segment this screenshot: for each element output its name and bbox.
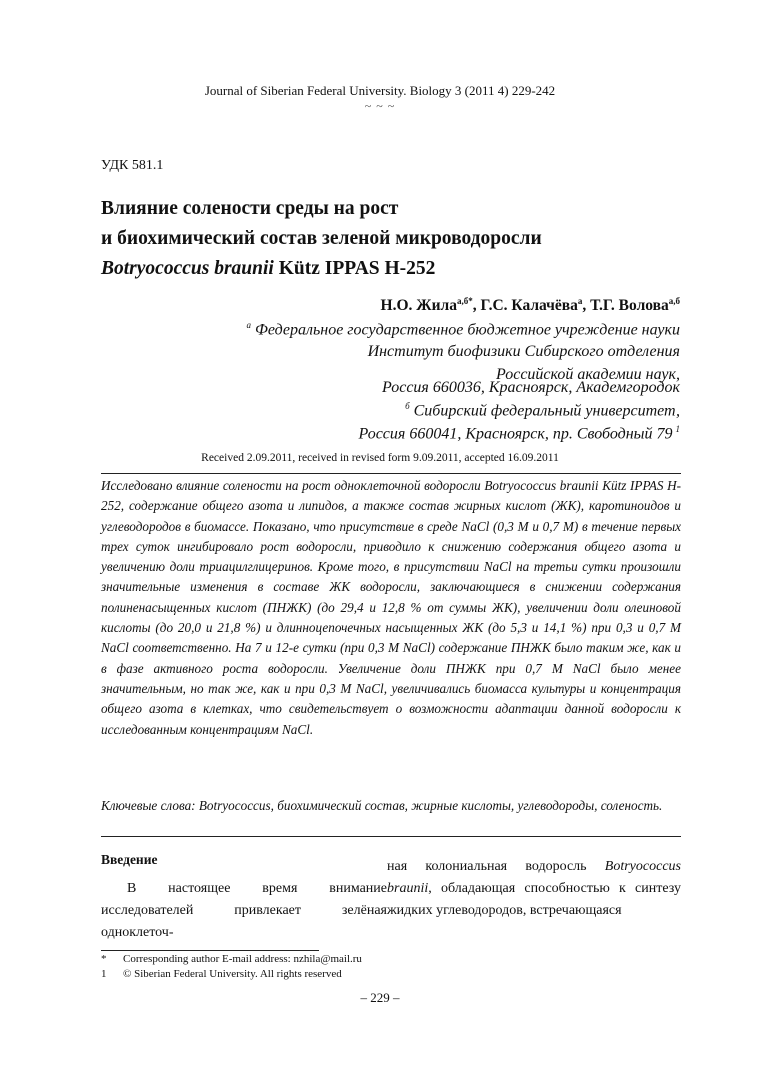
affiliation-line-1 (247, 320, 680, 339)
intro-right-pre: ная колониальная водоросль (387, 859, 605, 874)
affiliation-line-5 (405, 401, 680, 420)
received-dates: Received 2.09.2011, received in revised form 9.09.2011, accepted 16.09.2011 (201, 452, 559, 464)
affiliation-mark-a: а (246, 320, 252, 330)
author-2-affil: а (577, 296, 583, 306)
journal-header: Journal of Siberian Federal University. Biology 3 (2011 4) 229-242 (204, 83, 556, 98)
footnote-copyright (101, 968, 342, 980)
affiliation-mark-b: б (405, 401, 410, 411)
intro-species: Botryococcus braunii (387, 859, 681, 896)
divider-bottom (101, 836, 681, 837)
affiliation-line-3: Российской академии наук, (496, 366, 680, 383)
abstract: Исследовано влияние солености на рост одноклеточной водоросли Botryococcus braunii Kütz IPPAS H-252, содержание общего азота и липидов, а также состав жирных кислот (ЖК), каротиноидов и углеводородов в биомассе. Показано, что присутствие в среде NaCl (0,3 М и 0,7 М) в течение первых трех суток ингибировало рост водоросли, приводило к снижению содержания общего азота и увеличению доли триацилглицеринов. Кроме того, в присутствии NaCl на третьи сутки произошли значительные изменения в составе ЖК водоросли, заключающиеся в снижении содержания полиненасыщенных кислот (ПНЖК) (до 29,4 и 12,8 % от суммы ЖК), увеличении доли олеиновой кислоты (до 20,0 и 21,8 %) и длинноцепочечных насыщенных ЖК (до 5,3 и 14,1 %) при 0,3 и 0,7 М NaCl соответственно. На 7 и 12-е сутки (при 0,3 М NaCl) содержание ПНЖК было таким же, как и в фазе активного роста водоросли. Увеличение доли ПНЖК при 0,7 М NaCl было менее значительным, но так же, как и при 0,3 М NaCl, увеличивались биомасса культуры и концентрация общего азота в клетках, что свидетельствует о возможности адаптации данной водоросли к исследованным концентрациям NaCl. (101, 478, 681, 737)
title-line-1: Влияние солености среды на рост (101, 198, 399, 219)
footnote-email: Corresponding author E-mail address: nzhila@mail.ru (123, 953, 362, 965)
footnote-divider (101, 950, 319, 951)
intro-right-post: , обладающая способностью к синтезу жидких углеводородов, встречающаяся (387, 881, 681, 918)
footnote-corresponding (101, 953, 362, 965)
title-species: Botryococcus braunii (101, 258, 274, 279)
affiliation-text-5: Сибирский федеральный университет, (409, 402, 680, 420)
intro-right-column (387, 856, 681, 922)
author-1: Н.О. Жила (380, 297, 457, 315)
author-3: , Т.Г. Волова (582, 297, 669, 315)
udc-code: УДК 581.1 (101, 158, 164, 173)
page-number: – 229 – (360, 990, 400, 1005)
affiliation-line-2: Институт биофизики Сибирского отделения (367, 343, 680, 360)
title-line-2: и биохимический состав зеленой микроводоросли (101, 228, 542, 249)
author-2: , Г.С. Калачёва (472, 297, 578, 315)
affiliation-text-1: Федеральное государственное бюджетное учреждение науки (251, 321, 680, 339)
keywords: Ключевые слова: Botryococcus, биохимический состав, жирные кислоты, углеводороды, соленость. (101, 798, 663, 813)
footnote-mark-star: * (101, 953, 107, 965)
affiliation-text-6: Россия 660041, Красноярск, пр. Свободный 79 (358, 425, 673, 443)
footnote-mark-1: 1 (101, 968, 107, 980)
author-1-affil: а,б* (456, 296, 473, 306)
intro-left-column: В настоящее время внимание исследователей привлекает зелёная одноклеточ- (101, 881, 387, 940)
divider-top (101, 473, 681, 474)
affiliation-line-6 (359, 424, 681, 443)
title-strain: Kütz IPPAS H-252 (273, 258, 436, 279)
header-ornament: ~ ~ ~ (364, 99, 396, 113)
affiliation-line-4: Россия 660036, Красноярск, Академгородок (382, 379, 680, 396)
footnote-copyright-text: © Siberian Federal University. All rights reserved (123, 968, 342, 980)
authors (381, 296, 680, 315)
section-heading-introduction: Введение (101, 852, 158, 867)
affiliation-footnote-mark: 1 (675, 424, 680, 434)
author-3-affil: а,б (668, 296, 680, 306)
title-line-3 (101, 258, 435, 280)
